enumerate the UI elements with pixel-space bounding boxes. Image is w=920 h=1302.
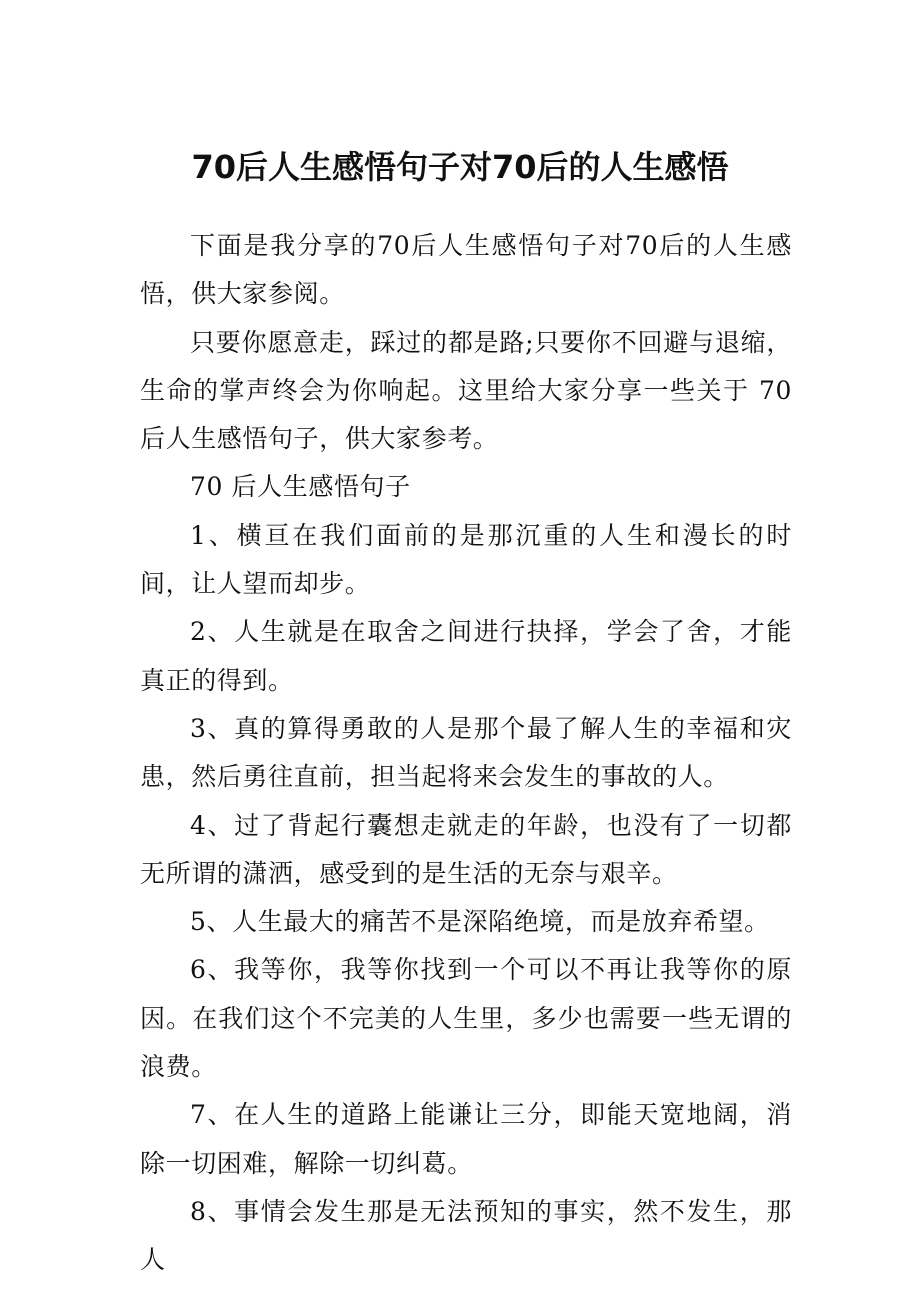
document-title: 70后人生感悟句子对70后的人生感悟 <box>191 148 729 186</box>
document-body <box>140 222 792 1285</box>
intro-paragraph: 下面是我分享的70后人生感悟句子对70后的人生感悟，供大家参阅。 <box>140 231 792 309</box>
intro-paragraph-2: 只要你愿意走，踩过的都是路;只要你不回避与退缩，生命的掌声终会为你响起。这里给大家分享一些关于 70 后人生感悟句子，供大家参考。 <box>140 327 792 454</box>
list-item: 4、过了背起行囊想走就走的年龄，也没有了一切都无所谓的潇洒，感受到的是生活的无奈与艰辛。 <box>140 810 792 888</box>
list-item: 5、人生最大的痛苦不是深陷绝境，而是放弃希望。 <box>190 907 770 937</box>
list-item: 6、我等你，我等你找到一个可以不再让我等你的原因。在我们这个不完美的人生里，多少也需要一些无谓的浪费。 <box>140 955 792 1082</box>
list-item: 3、真的算得勇敢的人是那个最了解人生的幸福和灾患，然后勇往直前，担当起将来会发生的事故的人。 <box>140 713 792 792</box>
list-item: 1、横亘在我们面前的是那沉重的人生和漫长的时间，让人望而却步。 <box>140 520 792 599</box>
list-item: 2、人生就是在取舍之间进行抉择，学会了舍，才能真正的得到。 <box>140 617 792 695</box>
list-item: 8、事情会发生那是无法预知的事实，然不发生，那人 <box>140 1196 792 1275</box>
list-item: 7、在人生的道路上能谦让三分，即能天宽地阔，消除一切困难，解除一切纠葛。 <box>140 1100 792 1178</box>
section-heading: 70 后人生感悟句子 <box>190 472 411 502</box>
